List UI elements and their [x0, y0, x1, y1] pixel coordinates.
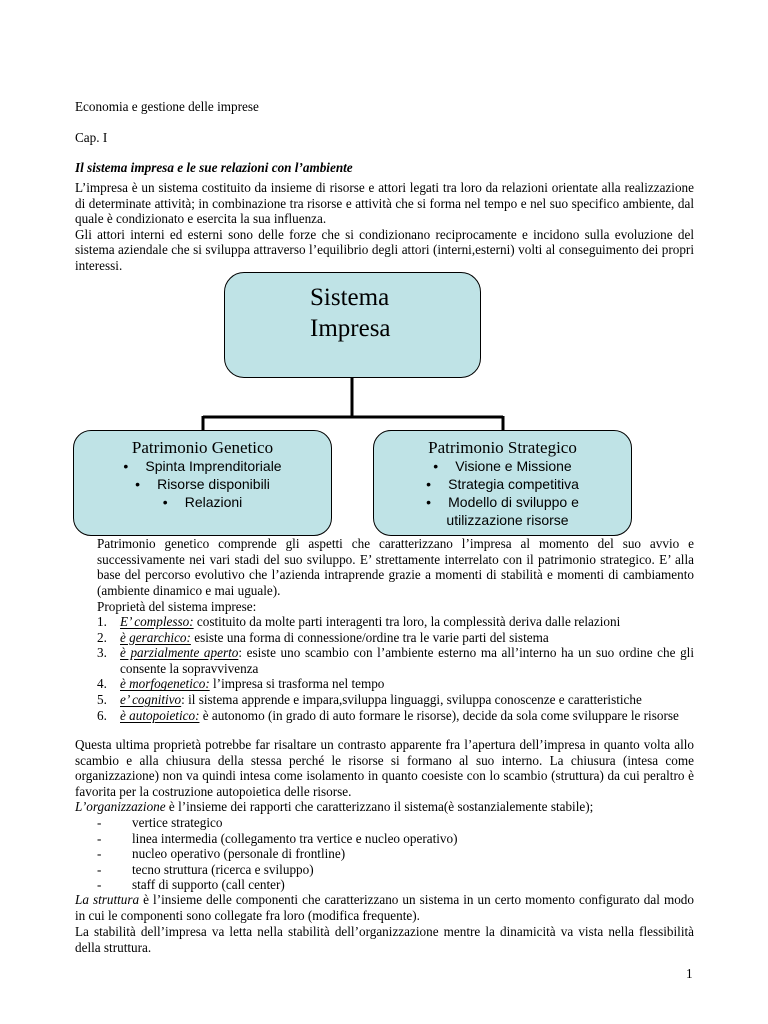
- section-title: Il sistema impresa e le sue relazioni con l’ambiente: [75, 160, 353, 175]
- genetic-node: [73, 430, 332, 536]
- structure-definition: La struttura è l’insieme delle componenti che caratterizzano un sistema in un certo momento configurato dal modo in cui le componenti sono collegate fra loro (modifica frequente).: [75, 892, 694, 923]
- list-item: • Risorse disponibili: [135, 476, 270, 492]
- strategic-node-list: [374, 457, 631, 529]
- organization-list: [97, 815, 694, 893]
- list-item: - staff di supporto (call center): [97, 877, 285, 893]
- bullet-icon: •: [162, 494, 168, 510]
- organization-definition: L’organizzazione è l’insieme dei rapporti che caratterizzano il sistema(è sostanzialemente stabile);: [75, 799, 594, 814]
- list-item: • Visione e Missione: [433, 458, 572, 474]
- property-item: 4. è morfogenetico: l’impresa si trasforma nel tempo: [97, 676, 385, 692]
- bullet-icon: •: [135, 476, 140, 492]
- intro-paragraph: Gli attori interni ed esterni sono delle forze che si condizionano reciprocamente e incidono sulla evoluzione del sistema aziendale che si sviluppa attraverso l’equilibrio degli attori (interni,esterni) volti al conseguimento dei propri interessi.: [75, 226, 694, 273]
- contrast-paragraph: Questa ultima proprietà potrebbe far risaltare un contrasto apparente fra l’apertura dell’impresa in quanto volta allo scambio e alla chiusura della stessa perché le risorse si formano al suo interno. La chiusura (intesa come organizzazione) non va quindi intesa come isolamento in quanto coesiste con lo scambio (struttura) da cui peraltro è favorita per la costruzione autopoietica delle risorse.: [75, 737, 694, 799]
- property-item: 5. e’ cognitivo: il sistema apprende e impara,sviluppa linguaggi, sviluppa conoscenze e caratteristiche: [97, 691, 642, 707]
- course-title: Economia e gestione delle imprese: [75, 99, 259, 114]
- list-item: - nucleo operativo (personale di frontline): [97, 846, 346, 862]
- strategic-node-title: Patrimonio Strategico: [428, 438, 577, 457]
- genetic-node-list: [74, 457, 331, 511]
- genetic-paragraph: Patrimonio genetico comprende gli aspetti che caratterizzano l’impresa al momento del suo avvio e successivamente nei vari stadi del suo sviluppo. E’ strettamente interrelato con il patrimonio strategico. E’ alla base del percorso evolutivo che l’azienda intraprende grazie a momenti di stabilità e momenti di cambiamento (ambiente dinamico e mai uguale).: [97, 536, 694, 598]
- list-item: utilizzazione risorse: [446, 512, 569, 528]
- dash-icon: -: [97, 861, 102, 877]
- chapter-label: Cap. I: [75, 130, 108, 145]
- list-item: - tecno struttura (ricerca e sviluppo): [97, 861, 314, 877]
- intro-text: [75, 180, 694, 274]
- list-item: - linea intermedia (collegamento tra vertice e nucleo operativo): [97, 830, 458, 846]
- dash-icon: -: [97, 830, 102, 846]
- properties-heading: Proprietà del sistema imprese:: [97, 599, 257, 614]
- bullet-icon: •: [123, 458, 129, 474]
- strategic-node: [373, 430, 632, 536]
- list-item: - vertice strategico: [97, 815, 223, 830]
- intro-paragraph: L’impresa è un sistema costituito da insieme di risorse e attori legati tra loro da relazioni orientate alla realizzazione di determinate attività; in combinazione tra risorse e attività che si forma nel tempo e nel suo specifico ambiente, dal quale è condizionato e esercita la sua influenza.: [75, 180, 694, 227]
- bullet-icon: •: [426, 494, 432, 510]
- properties-list: [97, 614, 694, 723]
- list-item: • Strategia competitiva: [426, 476, 579, 492]
- structure-term: La struttura: [75, 892, 140, 907]
- list-item: • Modello di sviluppo e: [426, 494, 579, 510]
- genetic-node-title: Patrimonio Genetico: [131, 438, 274, 457]
- dash-icon: -: [97, 846, 102, 862]
- dash-icon: -: [97, 815, 102, 830]
- property-item: 1. E’ complesso: costituito da molte parti interagenti tra loro, la complessità deriva dalle relazioni: [97, 614, 621, 629]
- page-number: 1: [686, 966, 693, 981]
- root-node: [224, 272, 481, 378]
- organization-term: L’organizzazione: [75, 799, 166, 814]
- bullet-icon: •: [433, 458, 439, 474]
- property-item: 6. è autopoietico: è autonomo (in grado di auto formare le risorse), decide da sola come sviluppare le risorse: [97, 707, 679, 723]
- list-item: • Relazioni: [162, 494, 243, 510]
- root-node-line: Sistema: [310, 284, 390, 311]
- root-node-line: Impresa: [310, 315, 391, 342]
- bullet-icon: •: [426, 476, 432, 492]
- closing-paragraph: La stabilità dell’impresa va letta nella stabilità dell’organizzazione mentre la dinamicità va vista nella flessibilità della struttura.: [75, 924, 694, 955]
- dash-icon: -: [97, 877, 102, 893]
- list-item: • Spinta Imprenditoriale: [123, 458, 282, 474]
- property-item: 2. è gerarchico: esiste una forma di connessione/ordine tra le varie parti del sistema: [97, 629, 549, 645]
- property-item: 3. è parzialmente aperto: esiste uno scambio con l’ambiente esterno ma all’interno ha un suo ordine che gli consente la sopravvivenza: [97, 645, 694, 676]
